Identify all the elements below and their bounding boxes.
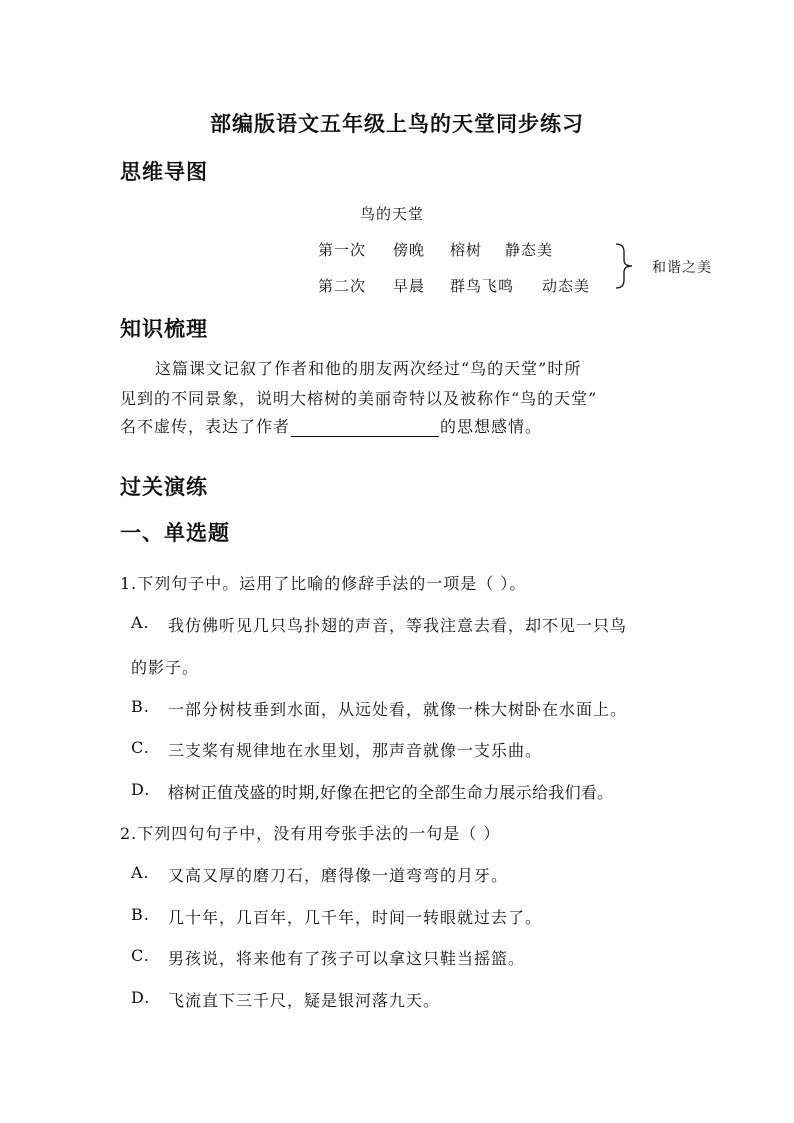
question-1-stem: 1.下列句子中。运用了比喻的修辞手法的一项是（ ）。 — [120, 574, 527, 593]
curly-brace-icon — [612, 240, 642, 292]
branch-1-scene: 榕树 — [450, 241, 483, 259]
option-letter: A. — [131, 613, 150, 632]
branch-2-scene: 群鸟飞鸣 — [450, 277, 515, 295]
option-letter: D. — [131, 988, 151, 1007]
option-letter: B. — [131, 905, 150, 924]
option-text: 又高又厚的磨刀石，磨得像一道弯弯的月牙。 — [168, 866, 509, 885]
branch-2-label: 第二次 — [318, 277, 367, 295]
knowledge-line-3-after: 的思想感情。 — [440, 417, 543, 436]
practice-heading: 过关演练 — [120, 474, 208, 499]
branch-2-time: 早晨 — [393, 277, 426, 295]
fill-in-blank[interactable] — [291, 435, 439, 437]
branch-1-time: 傍晚 — [393, 241, 426, 259]
option-letter: C. — [131, 738, 150, 757]
option-letter: D. — [131, 780, 151, 799]
knowledge-line-2: 见到的不同景象，说明大榕树的美丽奇特以及被称作“鸟的天堂” — [120, 389, 598, 408]
knowledge-line-3-before: 名不虚传，表达了作者 — [120, 417, 291, 436]
question-2-stem: 2.下列四句句子中，没有用夸张手法的一句是（ ） — [120, 824, 501, 843]
mind-map-root: 鸟的天堂 — [360, 205, 425, 223]
branch-1-beauty: 静态美 — [505, 241, 554, 259]
option-text: 飞流直下三千尺，疑是银河落九天。 — [168, 991, 441, 1010]
knowledge-line-1: 这篇课文记叙了作者和他的朋友两次经过“鸟的天堂”时所 — [155, 359, 582, 378]
knowledge-heading: 知识梳理 — [120, 316, 208, 341]
knowledge-line-3 — [120, 414, 542, 437]
option-text: 一部分树枝垂到水面，从远处看，就像一株大树卧在水面上。 — [168, 700, 628, 719]
mind-map-conclusion: 和谐之美 — [652, 260, 712, 276]
branch-1-label: 第一次 — [318, 241, 367, 259]
mind-map-heading: 思维导图 — [120, 159, 208, 184]
option-text: 榕树正值茂盛的时期,好像在把它的全部生命力展示给我们看。 — [168, 783, 614, 802]
option-text: 我仿佛听见几只鸟扑翅的声音，等我注意去看，却不见一只鸟 — [168, 616, 628, 635]
section-heading: 一、单选题 — [120, 520, 230, 545]
option-letter: C. — [131, 946, 150, 965]
page-title: 部编版语文五年级上鸟的天堂同步练习 — [210, 111, 584, 136]
option-letter: A. — [131, 863, 150, 882]
option-text: 男孩说，将来他有了孩子可以拿这只鞋当摇篮。 — [168, 949, 526, 968]
option-text: 几十年，几百年，几千年，时间一转眼就过去了。 — [168, 908, 543, 927]
question-1-option-a-continued: 的影子。 — [131, 658, 200, 677]
option-letter: B. — [131, 697, 150, 716]
option-text: 三支桨有规律地在水里划，那声音就像一支乐曲。 — [168, 741, 543, 760]
branch-2-beauty: 动态美 — [542, 277, 591, 295]
